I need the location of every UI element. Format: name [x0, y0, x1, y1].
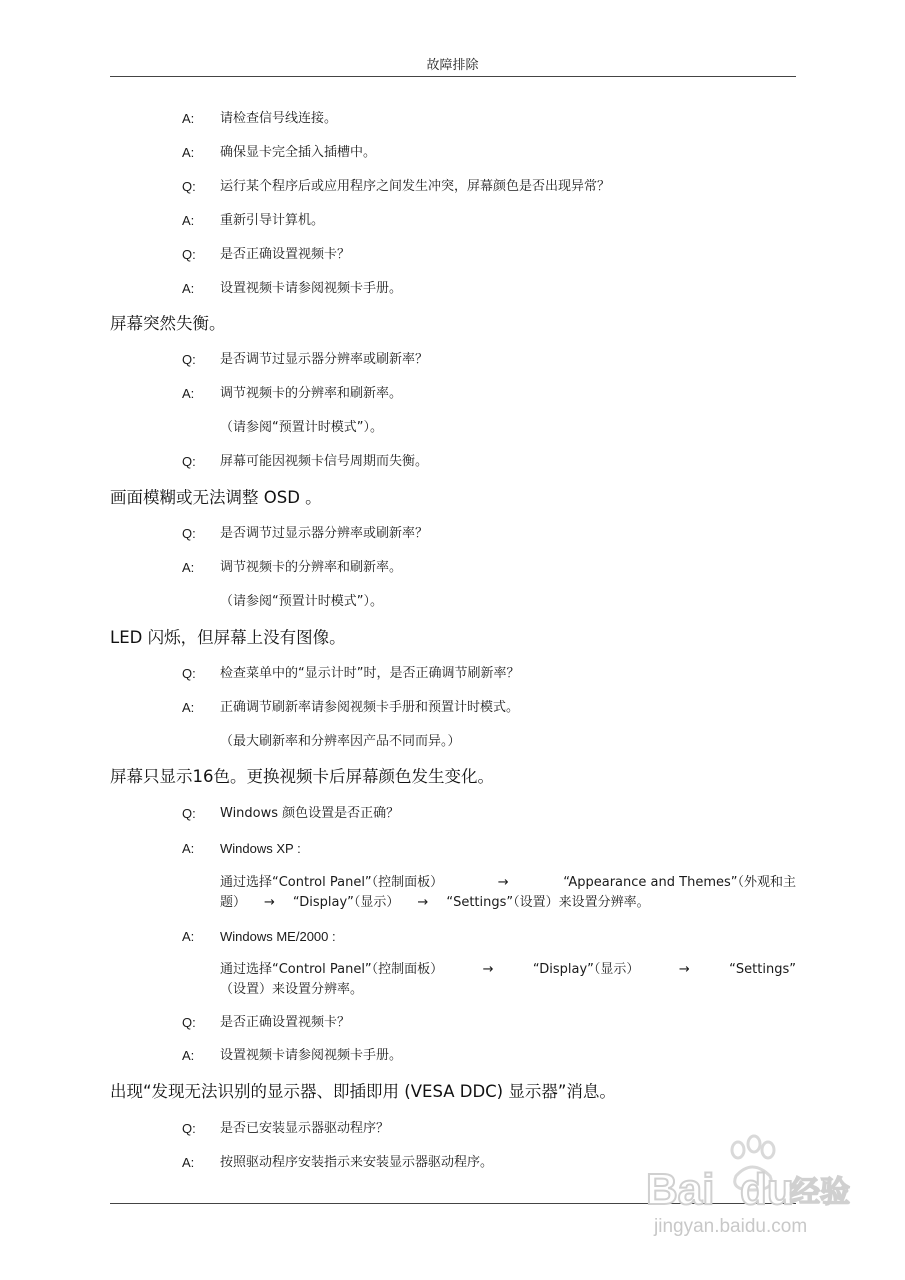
answer-label: A:: [182, 929, 195, 944]
answer-label: A:: [182, 111, 195, 126]
answer-label: A:: [182, 386, 195, 401]
answer-text: 设置视频卡请参阅视频卡手册。: [220, 281, 403, 296]
paragraph-line: [220, 873, 796, 893]
question-label: Q:: [182, 454, 196, 469]
answer-label: A:: [182, 560, 195, 575]
question-text: 是否调节过显示器分辨率或刷新率？: [220, 526, 429, 541]
question-text: 是否正确设置视频卡？: [220, 1015, 351, 1030]
question-label: Q:: [182, 526, 196, 541]
question-text: 运行某个程序后或应用程序之间发生冲突，屏幕颜色是否出现异常？: [220, 179, 611, 194]
question-label: Q:: [182, 1015, 196, 1030]
question-text: 检查菜单中的“显示计时”时，是否正确调节刷新率？: [220, 666, 520, 681]
paragraph-segment: “Settings”（设置）来设置分辨率。: [446, 895, 650, 910]
section-heading: 屏幕突然失衡。: [110, 314, 226, 333]
note-text: （最大刷新率和分辨率因产品不同而异。）: [220, 734, 461, 749]
watermark-brand-cn: 经验: [790, 1175, 850, 1210]
question-text: 是否调节过显示器分辨率或刷新率？: [220, 352, 429, 367]
question-label: Q:: [182, 806, 196, 821]
paragraph-line: [220, 980, 796, 1000]
paragraph-segment: “Settings”: [729, 962, 796, 977]
paragraph-segment: “Display”（显示）: [292, 895, 400, 910]
answer-label: A:: [182, 145, 195, 160]
instruction-paragraph: [220, 873, 796, 913]
answer-text: 正确调节刷新率请参阅视频卡手册和预置计时模式。: [220, 700, 520, 715]
paragraph-segment: 题）: [220, 895, 247, 910]
arrow-icon: →: [482, 962, 494, 977]
arrow-icon: →: [264, 895, 275, 910]
answer-text: 调节视频卡的分辨率和刷新率。: [220, 386, 403, 401]
question-label: Q:: [182, 1121, 196, 1136]
baidu-logo-icon: [640, 1128, 870, 1248]
watermark-brand: Bai: [646, 1165, 715, 1214]
question-label: Q:: [182, 179, 196, 194]
question-text: Windows 颜色设置是否正确？: [220, 806, 400, 821]
paragraph-line: [220, 893, 796, 913]
watermark-brand-suffix: du: [740, 1165, 794, 1214]
section-heading: LED 闪烁，但屏幕上没有图像。: [110, 628, 346, 647]
arrow-icon: →: [417, 895, 429, 910]
answer-label: A:: [182, 213, 195, 228]
arrow-icon: →: [497, 875, 509, 890]
answer-label: A:: [182, 1048, 195, 1063]
answer-label: A:: [182, 700, 195, 715]
question-label: Q:: [182, 352, 196, 367]
answer-text: 按照驱动程序安装指示来安装显示器驱动程序。: [220, 1155, 494, 1170]
note-text: （请参阅“预置计时模式”）。: [220, 420, 383, 435]
answer-text: Windows ME/2000 :: [220, 929, 336, 944]
answer-label: A:: [182, 281, 195, 296]
paragraph-segment: “Appearance and Themes”（外观和主: [563, 875, 796, 890]
paragraph-segment: 通过选择“Control Panel”（控制面板）: [220, 875, 444, 890]
answer-text: 请检查信号线连接。: [220, 111, 338, 126]
question-text: 是否正确设置视频卡？: [220, 247, 351, 262]
answer-text: 确保显卡完全插入插槽中。: [220, 145, 377, 160]
instruction-paragraph: [220, 960, 796, 1000]
question-label: Q:: [182, 666, 196, 681]
section-heading: 屏幕只显示16色。更换视频卡后屏幕颜色发生变化。: [110, 767, 494, 786]
question-label: Q:: [182, 247, 196, 262]
answer-label: A:: [182, 841, 195, 856]
paragraph-segment: 通过选择“Control Panel”（控制面板）: [220, 962, 444, 977]
paragraph-segment: “Display”（显示）: [532, 962, 640, 977]
section-heading: 画面模糊或无法调整 OSD 。: [110, 488, 322, 507]
arrow-icon: →: [678, 962, 690, 977]
header-divider: [110, 76, 796, 77]
paragraph-segment: （设置）来设置分辨率。: [220, 982, 364, 997]
question-text: 是否已安装显示器驱动程序？: [220, 1121, 390, 1136]
watermark-url: jingyan.baidu.com: [654, 1216, 808, 1237]
answer-text: 调节视频卡的分辨率和刷新率。: [220, 560, 403, 575]
answer-text: Windows XP :: [220, 841, 301, 856]
answer-label: A:: [182, 1155, 195, 1170]
paragraph-line: [220, 960, 796, 980]
page-header-title: 故障排除: [426, 58, 479, 73]
answer-text: 设置视频卡请参阅视频卡手册。: [220, 1048, 403, 1063]
answer-text: 重新引导计算机。: [220, 213, 325, 228]
note-text: （请参阅“预置计时模式”）。: [220, 594, 383, 609]
question-text: 屏幕可能因视频卡信号周期而失衡。: [220, 454, 429, 469]
baidu-watermark: [640, 1128, 870, 1248]
section-heading: 出现“发现无法识别的显示器、即插即用 (VESA DDC) 显示器”消息。: [110, 1082, 616, 1101]
